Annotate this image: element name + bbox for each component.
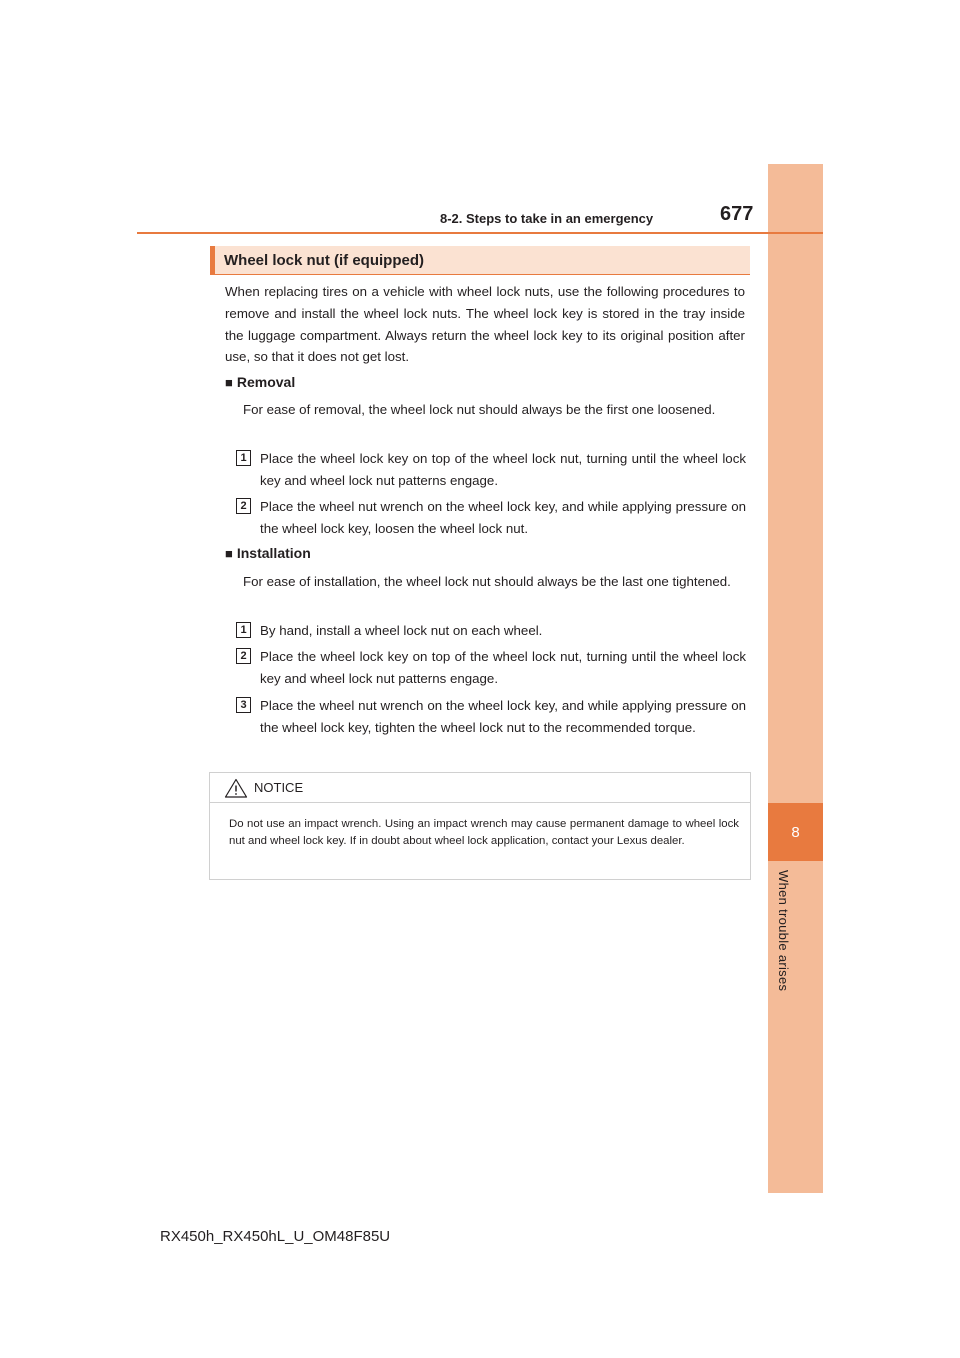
section-heading-bar — [210, 246, 215, 274]
step-number-badge: 2 — [236, 648, 251, 664]
installation-text: For ease of installation, the wheel lock nut should always be the last one tightened. — [243, 574, 731, 589]
step-text: Place the wheel nut wrench on the wheel lock key, and while applying pressure on the wheel lock key, loosen the wheel lock nut. — [260, 499, 746, 536]
intro-paragraph — [225, 281, 745, 368]
footer-doc-code: RX450h_RX450hL_U_OM48F85U — [160, 1228, 391, 1245]
warning-triangle-icon — [224, 778, 248, 798]
step-number-badge: 2 — [236, 498, 251, 514]
step-number-badge: 1 — [236, 622, 251, 638]
notice-box — [209, 772, 751, 880]
square-bullet-icon: ■ — [225, 546, 233, 561]
side-tab — [768, 164, 823, 1193]
step-text: Place the wheel nut wrench on the wheel lock key, and while applying pressure on the wheel lock key, tighten the wheel lock nut to the recommended torque. — [260, 698, 746, 735]
removal-heading — [225, 374, 295, 390]
page-number: 677 — [720, 203, 754, 225]
square-bullet-icon: ■ — [225, 375, 233, 390]
notice-text: Do not use an impact wrench. Using an impact wrench may cause permanent damage to wheel lock nut and wheel lock key. If in doubt about wheel lock application, contact your Lexus dealer. — [229, 818, 739, 847]
removal-paragraph — [243, 399, 745, 421]
chapter-number: 8 — [791, 823, 800, 841]
step-number-badge: 3 — [236, 697, 251, 713]
step-text: Place the wheel lock key on top of the wheel lock nut, turning until the wheel lock key and wheel lock nut patterns engage. — [260, 451, 746, 488]
step-text: Place the wheel lock key on top of the wheel lock nut, turning until the wheel lock key and wheel lock nut patterns engage. — [260, 649, 746, 686]
section-title: Wheel lock nut (if equipped) — [224, 252, 424, 269]
installation-paragraph — [243, 571, 745, 593]
notice-header — [210, 773, 750, 803]
step-number-badge: 1 — [236, 450, 251, 466]
intro-text: When replacing tires on a vehicle with wheel lock nuts, use the following procedures to remove and install the wheel lock nuts. The wheel lock key is stored in the tray inside the luggage compartment. Always return the wheel lock key to its original position after use, so that it does not get lost. — [225, 284, 745, 365]
header-rule — [137, 232, 823, 234]
removal-heading-text: Removal — [236, 374, 296, 390]
chapter-title: When trouble arises — [776, 870, 791, 992]
removal-text: For ease of removal, the wheel lock nut should always be the first one loosened. — [243, 402, 716, 417]
installation-heading — [225, 545, 311, 561]
section-heading — [210, 246, 750, 275]
notice-title: NOTICE — [254, 780, 304, 795]
header-section-title: 8-2. Steps to take in an emergency — [440, 211, 654, 226]
step-text: By hand, install a wheel lock nut on each wheel. — [260, 623, 543, 638]
installation-heading-text: Installation — [236, 545, 311, 561]
chapter-number-box — [768, 803, 823, 861]
